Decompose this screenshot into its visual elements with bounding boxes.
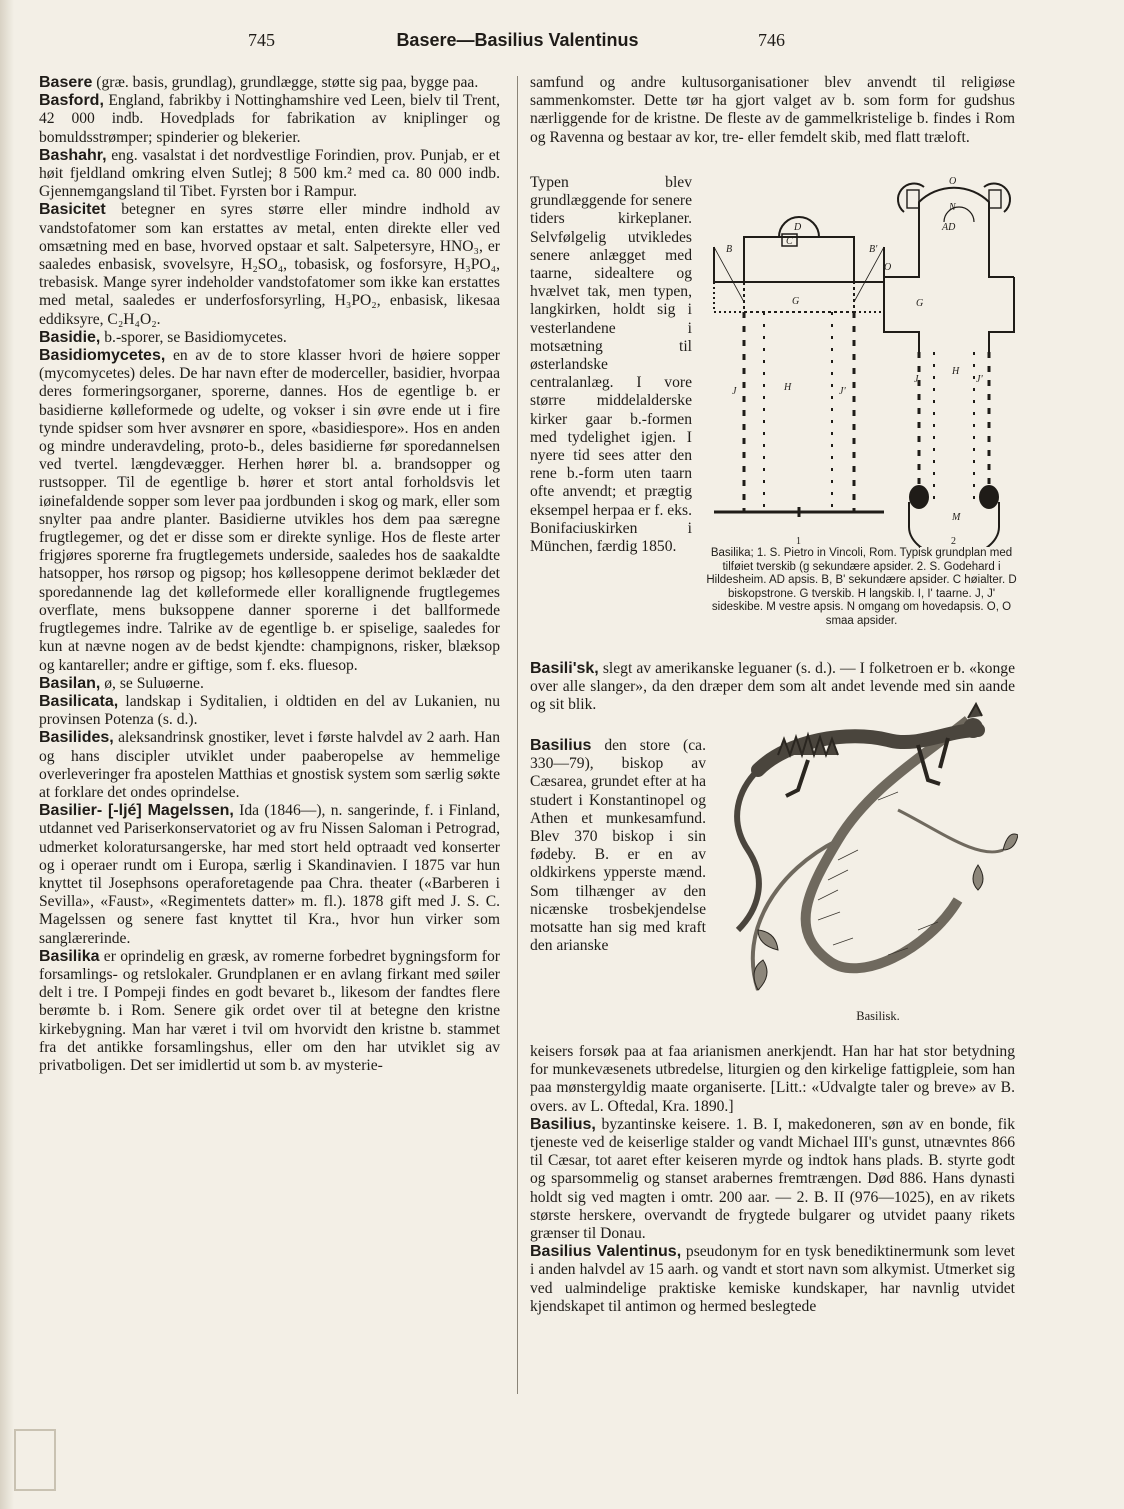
entry-text: b.-sporer, se Basidiomycetes.: [100, 328, 287, 346]
headword: Basilius: [530, 737, 592, 754]
plan-1: [714, 217, 884, 517]
entry-text: pseudonym for en tysk benediktinermunk som levet i anden halvdel av 15 aarh. og vandt et stort navn som alkymist. Utmerket sig ved ualmindelige praktiske kemiske kundskaper, har navnlig utvidet kjendskapet til antimon og hermed beslegtede: [530, 1243, 1015, 1315]
left-page-number: 745: [248, 30, 275, 50]
plan1-number: 1: [796, 536, 801, 547]
basilika-continuation: samfund og andre kultusorganisationer blev anvendt til religiøse sammenkomster. Dette tør ha gjort valget av b. som form for gudshus nærliggende for de kristne. De fleste av de gammelkristelige b. findes i Rom og Ravenna og bestaar av kor, tre- eller femdelt skib, med flatt træloft.: [530, 74, 1015, 146]
entry-text: eng. vasalstat i det nordvestlige Forindien, prov. Punjab, er et høit fjeldland omkring elven Sutlej; 8 500 km.² med ca. 80 000 indb. Gjennemgangsland til Tibet. Fyrsten bor i Rampur.: [39, 146, 500, 201]
headword: Basili'sk,: [530, 660, 599, 677]
entry-basilius-valentinus: [530, 1243, 1015, 1316]
entry-text: en av de to store klasser hvori de høiere sopper (mycomycetes) deles. De har navn efter de moderceller, basidier, hvorpaa deres formeringsorganer, sporerne, dannes. Hos de egentlige b. er basidierne kølleformede og udelte, og vokser i sin øvre ende ut i fire tynde spidser som hver avsnører en spore, «basidiespore». Hos en anden og mindre underavdeling, proto-b., deles basidierne før sporedannelsen ved tvertel. længdevægger. Herhen hører bl. a. brandsopper og rustsopper. Til de egentlige b. hører et stort antal forholdsvis let iøinefaldende sopper som lever paa jordbunden i skog og mark, eller som snylter paa andre planter. Basidierne utvikles hos dem paa særegne frugtlegemer, og det er disse som er direkte synlige. Hos de fleste arter frigjøres sporerne fra frugtlegemets underside, saaledes hos de saakaldte hatsopper, hos rørsop og pigsop; hos køllesoppene derimot beklæder det sporedannende lag det kølleformede eller korallignende frugtlegemes overflate, mens buksoppene danner sporerne i det ballformede frugtlegemes indre. Talrike av de egentlige b. er spiselige, saaledes for kun at nævne nogen av de bedst kjendte: champignons, risker, blæksop og kantareller; andre er giftige, som f. eks. fluesop.: [39, 347, 500, 674]
left-column: [39, 74, 500, 1075]
library-stamp-mark: [10, 1425, 70, 1495]
headword: Basilius,: [530, 1115, 596, 1133]
plan2-label-AD: AD: [942, 222, 956, 233]
basilisk-illustration: [718, 700, 1018, 1005]
plan1-label-G: G: [792, 296, 800, 307]
headword: Basicitet: [39, 201, 106, 219]
basilika-caption: Basilika; 1. S. Pietro in Vincoli, Rom. Typisk grundplan med tilføiet tverskib (g sekundære apsider. 2. S. Godehard i Hildesheim. AD apsis. B, B' sekundære apsider. C høialter. D biskopstrone. G tverskib. H langskib. I, I' taarne. J, J' sideskibe. M vestre apsis. N omgang om hovedapsis. O, O smaa apsider.: [706, 547, 1017, 627]
plan1-label-Jp: J': [839, 386, 846, 397]
entry-text: er oprindelig en græsk, av romerne forbedret bygningsform for forsamlings- og retslokaler. Grundplanen er en avlang firkant med søiler delt i tre. I Pompeji findes en godt bevaret b., likesom der fandtes flere berømte b. i Rom. Senere gik ordet over til at betegne den kristne kirkebygning. Man har været i tvil om hvorvidt den kristne b. stammet fra det antikke forsamlingshus, eller om den har utviklet sig av privatboligen. Det ser imidlertid ut som b. av mysterie-: [39, 947, 500, 1074]
basilius-narrow: [530, 737, 706, 955]
plan1-label-C: C: [786, 236, 793, 247]
entry-text: (græ. basis, grundlag), grundlægge, støtte sig paa, bygge paa.: [92, 74, 479, 91]
entry-text: Ida (1846—), n. sangerinde, f. i Finland, utdannet ved Pariserkonservatoriet og av fru Nissen Saloman i Petrograd, udmerket koloratursangerske, har med stort held optraadt ved konserter og i operaer rundt om i Europa, særlig i Skandinavien. I 1875 var hun knyttet til Josephsons operaforetagende paa Chra. theater («Barberen i Sevilla», «Faust», «Regimentets datter» m. fl.). 1878 gift med J. S. C. Magelssen og senere fast knyttet til Kra., hvor hun virker som sanglærerinde.: [39, 802, 500, 947]
headword: Basilier- [-ljé] Magelssen,: [39, 802, 234, 820]
page-edge: [0, 0, 14, 1509]
entry-basicitet: [39, 201, 500, 328]
headword: Basford,: [39, 92, 104, 110]
entry-text: den store (ca. 330—79), biskop av Cæsarea, grundet efter at ha studert i Konstantinopel og Athen et munkesamfund. Blev 370 biskop i sin fødeby. B. er en av oldkirkens ypperste mænd. Som tilhænger av den nicænske trosbekjendelse motsatte han sig med kraft den arianske: [530, 737, 706, 955]
right-page-number: 746: [758, 30, 785, 50]
plan2-label-O-top: O: [949, 176, 957, 187]
headword: Basilides,: [39, 729, 114, 747]
plan2-label-J: J: [914, 374, 919, 385]
plan2-label-Jp: J': [976, 374, 983, 385]
plan1-label-H: H: [784, 382, 792, 393]
entry-basilika: [39, 948, 500, 1075]
plan1-label-B: B: [726, 244, 733, 255]
entry-text: aleksandrinsk gnostiker, levet i første halvdel av 2 aarh. Han og hans discipler utviklet under paaberopelse av hemmelige overleveringer fra apostelen Matthias et gnostisk system som særlig søkte at forklare det ondes oprindelse.: [39, 729, 500, 801]
entry-basidiomycetes: [39, 347, 500, 675]
plan1-label-D: D: [794, 222, 802, 233]
entry-text: landskap i Syditalien, i oldtiden en del av Lukanien, nu provinsen Potenza (s. d.).: [39, 692, 500, 729]
basilika-narrow-paragraph: Typen blev grundlæggende for senere tiders kirkeplaner. Selvfølgelig utvikledes senere anlægget med taarne, sidealtere og hvælvet tak, men typen, langkirken, holdt sig i vesterlandene i motsætning til østerlandske centralanlæg. I vore større middelalderske kirker gaar b.-formen med tydelighet igjen. I nyere tid sees atter den rene b.-form uten taarn ofte anvendt; et prægtig eksempel herpaa er f. eks. Bonifaciuskirken i München, færdig 1850.: [530, 174, 692, 556]
plan2-label-O-left: O: [884, 262, 892, 273]
basilius-continuation: keisers forsøk paa at faa arianismen anerkjendt. Han har hat stor betydning for munkevæsenets utbredelse, liturgien og den kirkelige fattigpleie, som han paa mønstergyldig maate organiserte. [Litt.: «Udvalgte taler og breve» av B. overs. av L. Oftedal, Kra. 1890.]: [530, 1043, 1015, 1115]
entry-text: England, fabrikby i Nottinghamshire ved Leen, bielv til Trent, 42 000 indb. Hovedplads for fabrikation av kniplinger og bomuldsstrømper; spinderier og blekerier.: [39, 92, 500, 146]
entry-basere: [39, 74, 500, 92]
entry-basilier-magelssen: [39, 802, 500, 948]
headword: Basilicata,: [39, 692, 119, 710]
entry-basilides: [39, 729, 500, 802]
entry-basford: [39, 92, 500, 147]
plan1-label-J: J: [732, 386, 737, 397]
headword: Basidiomycetes,: [39, 347, 166, 365]
plan2-label-N: N: [949, 202, 956, 213]
entry-basilius-keisere: [530, 1116, 1015, 1243]
basilika-plan-figure: [704, 172, 1019, 547]
entry-text: ø, se Suluøerne.: [100, 674, 204, 692]
plan1-label-Bp: B': [869, 244, 878, 255]
headword: Basidie,: [39, 328, 101, 346]
entry-text: betegner en syres større eller mindre indhold av vandstofatomer som kan erstattes av metal, enten direkte eller ved omsætning med en base, hvorved opstaar et salt. Salpetersyre, HNO₃, er saaledes enbasisk, svovelsyre, H₂SO₄, tobasisk, og fosforsyre, H₃PO₄, trebasisk. Mange syrer indeholder vandstofatomer som ikke kan erstattes med metal, saaledes er underfosforsyrling, H₃PO₂, enbasisk, likesaa eddiksyre, C₂H₄O₂.: [39, 201, 500, 328]
right-column-bottom: [530, 1043, 1015, 1316]
plan2-label-M: M: [952, 512, 961, 523]
basilika-narrow-text: [530, 174, 692, 556]
right-column-top: [530, 74, 1015, 147]
plan2-label-H: H: [952, 366, 960, 377]
entry-text: byzantinske keisere. 1. B. I, makedoneren, søn av en bonde, fik tjeneste ved de keiserlige stalder og vandt Michael III's gunst, utnævntes 866 til Cæsar, tot aaret efter keiseren myrde og indtok hans plads. B. styrte godt og sparsommelig og stanset arabernes fremtrængen. Død 886. Hans dynasti holdt sig ved magten i omtr. 200 aar. — 2. B. II (976—1025), en av rikets største herskere, overvandt de frygtede bulgarer og utvidet paany rikets grænser til Donau.: [530, 1115, 1015, 1243]
entry-bashahr: [39, 147, 500, 202]
headword: Basere: [39, 74, 93, 91]
running-head: Basere—Basilius Valentinus: [396, 30, 639, 50]
headword: Bashahr,: [39, 146, 107, 164]
plan-2: [884, 183, 1014, 547]
entry-text: slegt av amerikanske leguaner (s. d.). — I folketroen er b. «konge over alle slanger», da den dræper dem som alt andet levende med sin aande og sit blik.: [530, 660, 1015, 714]
plan2-label-G: G: [916, 298, 924, 309]
entry-basidie: [39, 329, 500, 347]
headword: Basilius Valentinus,: [530, 1243, 682, 1261]
column-rule: [517, 76, 518, 1394]
headword: Basilan,: [39, 674, 101, 692]
entry-basilicata: [39, 693, 500, 729]
basilisk-caption: Basilisk.: [856, 1009, 900, 1023]
entry-basilan: [39, 675, 500, 693]
headword: Basilika: [39, 947, 100, 965]
plan2-number: 2: [951, 536, 956, 547]
